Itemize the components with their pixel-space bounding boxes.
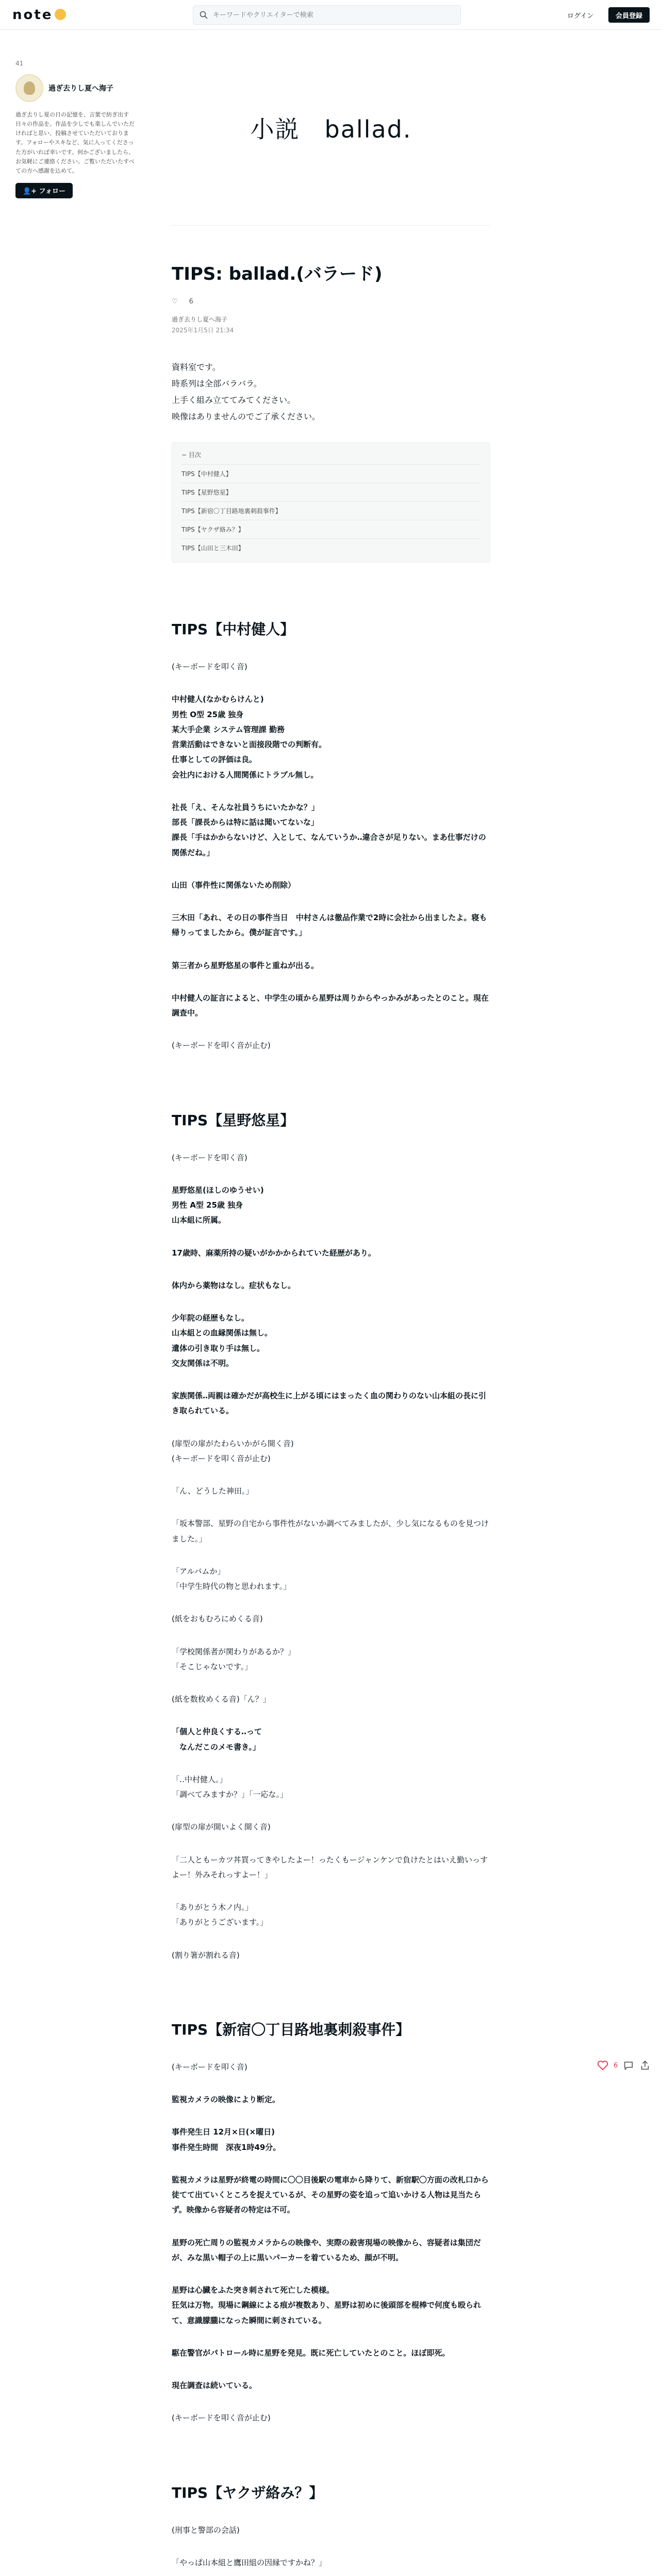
creator-bio: 過ぎ去りし夏の日の記憶を、言葉で紡ぎ出す日々の作品を。作品を少しでも楽しんでいただければと思い、投稿させていただいております。フォローやスキなど、気に入ってくださった方がいれば幸いです。何かございましたら、お気軽にご連絡ください。ご覧いただいたすべての方へ感謝を込めて。 <box>15 111 135 174</box>
paragraph: 17歳時、麻薬所持の疑いがかかかられていた経歴があり。 <box>172 1248 376 1258</box>
floating-actions <box>597 2060 651 2071</box>
signup-button[interactable]: 会員登録 <box>608 7 650 23</box>
paragraph: (キーボードを叩く音) <box>172 2062 247 2072</box>
paragraph: 駆在警官がパトロール時に星野を発見。既に死亡していたとのこと。ほぼ即死。 <box>172 2348 450 2358</box>
share-icon[interactable] <box>639 2060 651 2071</box>
paragraph: (キーボードを叩く音) <box>172 1153 247 1162</box>
toc-item[interactable]: TIPS【星野悠星】 <box>181 483 481 501</box>
paragraph: 監視カメラは星野が終電の時間に〇〇目後駅の電車から降りて、新宿駅〇方面の改札口から徒てて出ていくところを捉えているが、その星野の姿を追って追いかける人物は見当たらず。映像から容疑者の特定は不可。 <box>172 2175 489 2215</box>
intro-line: 時系列は全部バラバラ。 <box>172 379 262 389</box>
top-header <box>0 0 662 30</box>
table-of-contents <box>172 443 490 563</box>
intro-line: 映像はありませんのでご了承ください。 <box>172 412 321 422</box>
paragraph: 「二人ともーカツ丼買ってきやしたよー！ったくもージャンケンで負けたとはいえ勤いっすよー！外みそれっすよー！」 <box>172 1855 488 1879</box>
toc-item[interactable]: TIPS【ヤクザ絡み？】 <box>181 520 481 538</box>
toc-heading-label: 目次 <box>188 451 201 459</box>
paragraph: 現在調査は続いている。 <box>172 2381 257 2391</box>
paragraph: 中村健人の証言によると、中学生の頃から星野は周りからやっかみがあったとのこと。現在調査中。 <box>172 993 489 1018</box>
toc-item[interactable]: TIPS【中村健人】 <box>181 464 481 483</box>
section-heading: TIPS【ヤクザ絡み？】 <box>172 2484 324 2501</box>
paragraph: 「坂本警部、星野の自宅から事件性がないか調べてみましたが、少し気になるものを見つけました。」 <box>172 1519 489 1544</box>
creator-name[interactable]: 過ぎ去りし夏へ海子 <box>48 84 113 93</box>
heart-outline-icon[interactable]: ♡ <box>172 298 178 306</box>
hero-banner <box>172 30 490 226</box>
paragraph: (扉型の扉が開いよく開く音) <box>172 1822 271 1832</box>
search-icon <box>200 11 208 19</box>
note-logo[interactable] <box>12 7 66 23</box>
toc-heading[interactable] <box>181 450 481 459</box>
paragraph: (キーボードを叩く音) <box>172 662 247 672</box>
search-input[interactable] <box>213 6 455 24</box>
person-add-icon: 👤+ <box>23 188 39 196</box>
paragraph: (キーボードを叩く音が止む) <box>172 1041 271 1050</box>
paragraph: 事件発生日 12月×日(×曜日) 事件発生時間 深夜1時49分。 <box>172 2127 281 2152</box>
paragraph: 「学校関係者が関わりがあるか？」 「そこじゃないです。」 <box>172 1647 296 1671</box>
paragraph: 三木田「あれ、その日の事件当日 中村さんは徹品作業で2時に会社から出ましたよ。寝も帰りってましたから。僕が証言です。」 <box>172 913 487 938</box>
creator-profile <box>15 60 139 198</box>
toc-item[interactable]: TIPS【山田と三木田】 <box>181 538 481 557</box>
avatar[interactable] <box>15 74 43 102</box>
paragraph: (紙を数枚めくる音)「ん？」 <box>172 1694 271 1704</box>
like-count[interactable]: 6 <box>189 298 193 306</box>
paragraph: 社長「え、そんな社員うちにいたかな？」 部長「課長からは特に話は聞いてないな」 課長「手はかからないけど、入として、なんていうか‥違合さが足りない。まあ仕事だけの関係だね。」 <box>172 802 486 857</box>
section-heading: TIPS【星野悠星】 <box>172 1111 295 1129</box>
paragraph: 「個人と仲良くする‥って なんだこのメモ書き。」 <box>172 1727 262 1752</box>
paragraph: 体内から薬物はなし。症状もなし。 <box>172 1280 296 1290</box>
login-button[interactable]: ログイン <box>560 7 601 23</box>
section-heading: TIPS【中村健人】 <box>172 621 295 638</box>
paragraph: 星野の死亡周りの監視カメラからの映像や、実際の殺害現場の映像から、容疑者は集団だが、みな黒い帽子の上に黒いパーカーを着ているため、顔が不明。 <box>172 2238 481 2262</box>
intro-line: 資料室です。 <box>172 362 221 372</box>
article-intro <box>172 359 490 425</box>
follow-button[interactable] <box>15 183 73 198</box>
paragraph: 山田（事件性に関係ないため削除） <box>172 880 296 890</box>
paragraph: (割り箸が割れる音) <box>172 1950 240 1960</box>
paragraph: 「ありがとう木ノ内。」 「ありがとうございます。」 <box>172 1903 268 1927</box>
paragraph: 「やっぱ山本組と鷹田組の因縁ですかね？」 <box>172 2557 327 2567</box>
toc-item[interactable]: TIPS【新宿〇丁目路地裏刺殺事件】 <box>181 501 481 520</box>
paragraph: 「アルバムか」 「中学生時代の物と思われます。」 <box>172 1566 291 1591</box>
intro-line: 上手く組み立ててみてください。 <box>172 395 296 405</box>
logo-text: note <box>12 7 53 23</box>
minus-icon: − <box>181 451 189 459</box>
follow-label: フォロー <box>39 188 65 196</box>
paragraph: (キーボードを叩く音が止む) <box>172 2413 271 2423</box>
paragraph: (扉型の扉がたわらいかがら開く音) (キーボードを叩く音が止む) <box>172 1438 294 1463</box>
floating-like-count[interactable]: 6 <box>614 2061 618 2070</box>
article-title: TIPS: ballad.(バラード) <box>172 264 383 284</box>
paragraph: 「‥中村健人。」 「調べてみますか？」「一応な。」 <box>172 1774 288 1800</box>
search-box <box>193 5 461 25</box>
section-heading: TIPS【新宿〇丁目路地裏刺殺事件】 <box>172 2021 410 2038</box>
paragraph: 中村健人(なかむらけんと) 男性 O型 25歳 独身 某大手企業 システム管理課 勤務 営業活動はできないと面接段階での判断有。 仕事としての評価は良。 会社内における人間関係にトラブル無し。 <box>172 694 327 779</box>
article-meta <box>172 298 490 334</box>
paragraph: 少年院の経歴もなし。 山本組との血縁関係は無し。 遺体の引き取り手は無し。 交友関係は不明。 <box>172 1313 273 1368</box>
paragraph: 第三者から星野悠星の事件と重ねが出る。 <box>172 960 319 970</box>
paragraph: 監視カメラの映像により断定。 <box>172 2095 280 2105</box>
profile-count: 41 <box>15 60 24 67</box>
comment-icon[interactable] <box>623 2060 634 2071</box>
article-body <box>172 618 490 2576</box>
paragraph: (紙をおもむろにめくる音) <box>172 1614 263 1624</box>
paragraph: 星野悠星(ほしのゆうせい) 男性 A型 25歳 独身 山本組に所属。 <box>172 1185 264 1225</box>
paragraph: (刑事と警部の会話) <box>172 2525 240 2535</box>
heart-icon[interactable] <box>597 2060 608 2071</box>
author-name[interactable]: 過ぎ去りし夏へ海子 <box>172 316 228 324</box>
paragraph: 星野は心臓をふた突き刺されて死亡した模様。 狂気は万物。現場に鋼線による痕が複数あり、星野は初めに後頭部を棍棒で何度も殴られて、意識朦朧になった瞬間に刺されている。 <box>172 2285 482 2325</box>
paragraph: 「ん、どうした神田。」 <box>172 1486 254 1496</box>
article-column <box>172 30 490 2576</box>
mascot-icon <box>55 9 66 20</box>
paragraph: 家族関係‥両親は確かだが高校生に上がる頃にはまったく血の関わりのない山本組の長に引き取られている。 <box>172 1391 487 1416</box>
hero-title: 小説 ballad. <box>250 115 412 143</box>
publish-date: 2025年1月5日 21:34 <box>172 327 234 334</box>
